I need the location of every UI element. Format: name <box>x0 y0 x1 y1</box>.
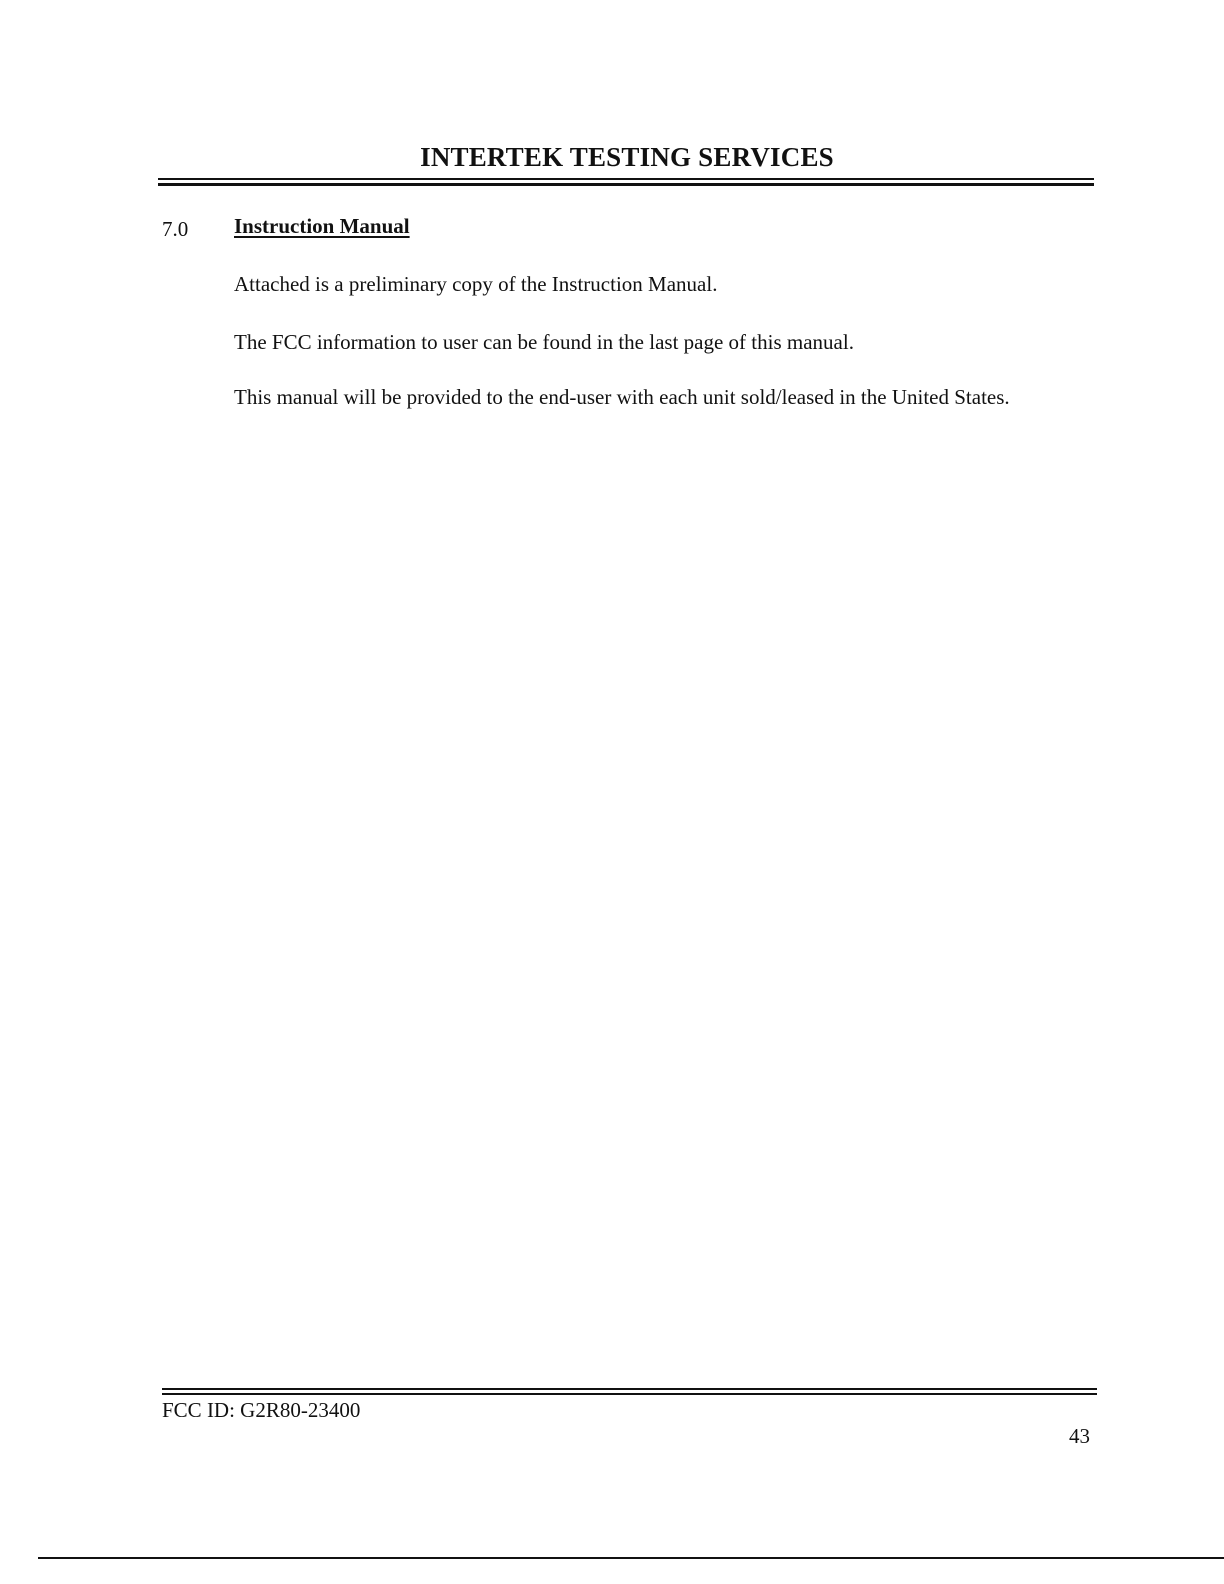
footer-rule-top <box>162 1388 1097 1390</box>
header-rule-top <box>158 178 1094 180</box>
section-number: 7.0 <box>162 217 189 241</box>
paragraph-end-user-provision: This manual will be provided to the end-user with each unit sold/leased in the United States. <box>234 385 1010 409</box>
section-title: Instruction Manual <box>234 214 410 238</box>
page-number: 43 <box>1069 1424 1090 1448</box>
page-header-title: INTERTEK TESTING SERVICES <box>420 142 834 172</box>
fcc-id: FCC ID: G2R80-23400 <box>162 1398 361 1422</box>
header-rule-bottom <box>158 183 1094 186</box>
footer-rule-bottom <box>162 1393 1097 1395</box>
page-bottom-edge-line <box>38 1557 1224 1559</box>
paragraph-fcc-information: The FCC information to user can be found in the last page of this manual. <box>234 330 854 354</box>
paragraph-attached-copy: Attached is a preliminary copy of the Instruction Manual. <box>234 272 718 296</box>
